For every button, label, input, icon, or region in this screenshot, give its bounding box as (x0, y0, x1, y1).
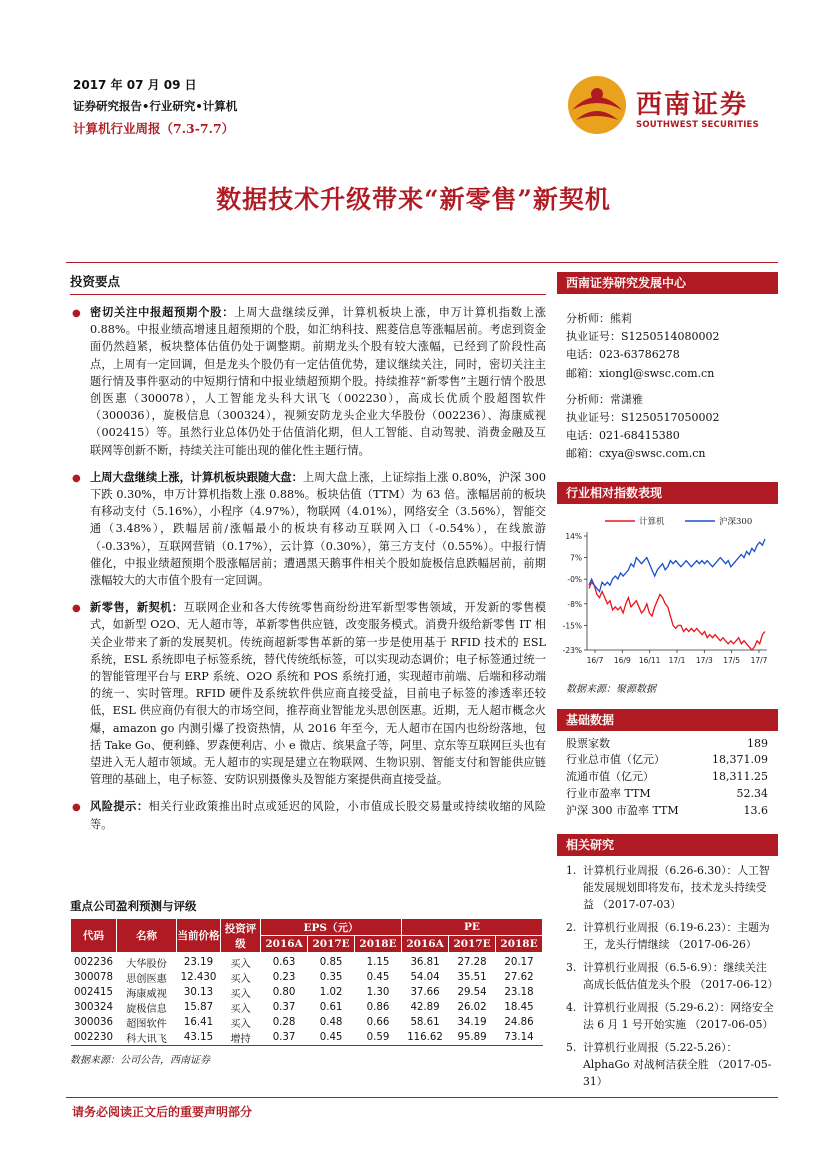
col-header-year: 2016A (401, 936, 448, 953)
header-divider (66, 262, 778, 263)
cell-name: 科大讯飞 (126, 1034, 167, 1045)
stat-value: 52.34 (736, 787, 768, 801)
analyst-email[interactable]: 邮箱：cxya@swsc.com.cn (566, 447, 706, 461)
y-tick-label: 7% (570, 553, 582, 563)
summary-paragraph (66, 469, 546, 589)
bullet-icon: ● (72, 802, 81, 814)
summary-paragraph (66, 798, 546, 832)
cell-code: 002415 (74, 987, 113, 998)
col-header-year: 2018E (355, 936, 402, 953)
company-logo (566, 74, 766, 136)
relative-index-chart (557, 508, 778, 678)
report-title: 数据技术升级带来“新零售”新契机 (216, 185, 611, 214)
cell-code: 002236 (74, 957, 113, 968)
chart-title: 行业相对指数表现 (557, 482, 778, 504)
logo-mark-icon (566, 74, 628, 136)
summary-paragraph (66, 599, 546, 788)
cell-pe: 37.66 (410, 987, 440, 998)
analyst-phone: 电话：021-68415380 (566, 429, 680, 443)
series-line-2 (589, 539, 765, 591)
related-item[interactable] (557, 959, 778, 993)
x-tick-label: 16/11 (638, 655, 661, 665)
cell-code: 300324 (74, 1002, 113, 1013)
related-list (557, 862, 778, 1090)
cell-pe: 35.51 (457, 972, 487, 983)
y-tick-label: -23% (562, 645, 582, 655)
col-header-year: 2018E (496, 936, 543, 953)
related-num: 1. (566, 863, 577, 877)
related-text: 计算机行业周报（6.5-6.9）：继续关注高成长低估值龙头个股 （2017-06-12） (583, 960, 779, 991)
cell-rating: 增持 (230, 1034, 251, 1045)
cell-price: 30.13 (183, 987, 214, 998)
analyst-name: 分析师：常潇雅 (566, 392, 643, 406)
stat-value: 18,371.09 (712, 753, 768, 767)
related-text: 计算机行业周报（6.19-6.23）：主题为王，龙头行情继续 （2017-06-26） (583, 920, 770, 951)
cell-name: 大华股份 (126, 959, 167, 970)
x-tick-label: 17/5 (723, 655, 741, 665)
bullet-icon: ● (72, 308, 81, 319)
investment-summary (66, 272, 546, 833)
logo-text-en: SOUTHWEST SECURITIES (636, 120, 759, 130)
stat-row (557, 769, 778, 786)
stat-row (557, 803, 778, 820)
cell-pe: 54.04 (410, 972, 440, 983)
col-header-code: 代码 (71, 919, 117, 953)
x-tick-label: 17/3 (695, 655, 713, 665)
related-title: 相关研究 (557, 834, 778, 856)
related-item[interactable] (557, 919, 778, 953)
cell-pe: 95.89 (457, 1032, 487, 1043)
x-tick-label: 16/7 (586, 655, 604, 665)
cell-rating: 买入 (230, 959, 251, 970)
report-date: 2017 年 07 月 09 日 (73, 78, 197, 92)
report-header (73, 76, 237, 137)
paragraph-text: 上周大盘上涨，上证综指上涨 0.80%，沪深 300 下跌 0.30%，申万计算机指数上涨 0.88%。板块估值（TTM）为 63 倍。涨幅居前的板块有移动支付（5.16%），小程序（4.97%），物联网（4.01%），网络安全（3.56%），智能交通（3.48%），跌幅居前/涨幅最小的板块有移动互联网入口（-0.54%），在线旅游（-0.33%），互联网营销（0.17%），云计算（0.30%），第三方支付（0.55%）。中报行情催化，中报业绩超预期个股涨幅居前；遭遇黑天鹅事件相关个股如旋极信息跌幅居前，前期涨幅较大的大市值个股有一定回调。 (90, 470, 546, 588)
cell-pe: 116.62 (407, 1032, 443, 1043)
forecast-table-section (70, 898, 545, 1066)
cell-eps: 0.28 (272, 1017, 296, 1028)
cell-eps: 0.66 (366, 1017, 390, 1028)
table-title: 重点公司盈利预测与评级 (70, 899, 197, 913)
related-text: 计算机行业周报（5.29-6.2）：网络安全法 6 月 1 号开始实施 （2017-06-05） (583, 1000, 774, 1031)
cell-rating: 买入 (230, 974, 251, 985)
x-tick-label: 17/1 (668, 655, 686, 665)
stat-value: 189 (747, 736, 768, 750)
cell-eps: 0.35 (319, 972, 343, 983)
report-category: 证券研究报告•行业研究•计算机 (73, 99, 238, 113)
x-tick-label: 16/9 (613, 655, 631, 665)
related-num: 3. (566, 960, 577, 974)
cell-code: 300078 (74, 972, 113, 983)
x-tick-label: 17/7 (750, 655, 768, 665)
analyst-name: 分析师：熊莉 (566, 312, 632, 325)
related-num: 2. (566, 920, 577, 934)
cell-eps: 0.37 (272, 1002, 296, 1013)
footer-divider (66, 1097, 778, 1098)
col-header-rating: 投资评级 (221, 919, 261, 953)
sidebar (557, 272, 778, 1090)
related-text: 计算机行业周报（6.26-6.30）：人工智能发展规划即将发布，技术龙头持续受益 （2017-07-03） (583, 863, 770, 911)
cell-price: 15.87 (183, 1002, 214, 1013)
related-item[interactable] (557, 1039, 778, 1090)
table-row (71, 953, 543, 971)
y-tick-label: -15% (562, 620, 582, 630)
related-text: 计算机行业周报（5.22-5.26）：AlphaGo 对战柯洁获全胜 （2017-05-31） (583, 1040, 772, 1088)
disclaimer-note: 请务必阅读正文后的重要声明部分 (72, 1105, 253, 1119)
paragraph-lead: 密切关注中报超预期个股： (90, 305, 235, 319)
cell-eps: 0.45 (366, 972, 390, 983)
paragraph-lead: 风险提示： (90, 799, 149, 814)
table-row (71, 985, 543, 1000)
stat-row (557, 752, 778, 769)
cell-pe: 23.18 (504, 987, 534, 998)
cell-pe: 27.28 (457, 957, 487, 968)
paragraph-lead: 上周大盘继续上涨，计算机板块跟随大盘： (90, 469, 303, 484)
stat-label: 流通市值（亿元） (566, 770, 654, 784)
analyst-license: 执业证号：S1250517050002 (566, 411, 720, 425)
related-num: 5. (566, 1040, 577, 1054)
analyst-email[interactable]: 邮箱：xiongl@swsc.com.cn (566, 366, 715, 380)
cell-eps: 0.23 (272, 972, 296, 983)
table-row (71, 1015, 543, 1030)
paragraph-text: 互联网企业和各大传统零售商纷纷进军新型零售领域，开发新的零售模式，如新型 O2O、无人超市等，革新零售供应链，改变服务模式。消费升级给新零售 IT 相关企业带来了新的发展契机。传统商超新零售革新的第一步是使用基于 RFID 技术的 ESL 系统，ESL 系统即电子标签系统，替代传统纸标签，可以实现动态调价；电子标签通过统一的智能管理平台与 ERP 系统、O2O 系统和 POS 系统打通，实现超市前端、后端和移动端的统一、实时管理。RFID 硬件及系统软件供应商直接受益，目前电子标签的渗透率还较低，ESL 供应商仍有很大的市场空间，推荐商业智能龙头思创医惠。近期，无人超市概念火爆，amazon go 内测引爆了投资热情，从 2016 年至今，无人超市在国内也纷纷落地，包括 Take Go、便利蜂、罗森便利店、小 e 微店、缤果盒子等，阿里、京东等互联网巨头也有望进入无人超市领域。无人超市的实现是建立在物联网、生物识别、智能支付和智能供应链管理的基础上，电子标签、安防识别摄像头及智能方案提供商直接受益。 (90, 601, 546, 787)
cell-price: 43.15 (183, 1032, 214, 1043)
analyst-card (557, 310, 778, 464)
stat-label: 行业总市值（亿元） (566, 753, 665, 767)
cell-pe: 73.14 (504, 1032, 534, 1043)
legend-label: 沪深300 (719, 516, 753, 527)
col-header-pe: PE (401, 919, 542, 936)
cell-rating: 买入 (230, 1004, 251, 1015)
summary-heading: 投资要点 (70, 274, 121, 289)
chart-source: 数据来源：聚源数据 (566, 683, 656, 695)
stat-value: 13.6 (743, 803, 768, 817)
cell-pe: 24.86 (504, 1017, 534, 1028)
cell-pe: 58.61 (410, 1017, 440, 1028)
y-tick-label: -0% (567, 574, 582, 584)
stat-row (557, 736, 778, 753)
cell-price: 12.430 (180, 972, 217, 983)
cell-eps: 0.85 (319, 957, 343, 968)
paragraph-lead: 新零售，新契机： (90, 600, 184, 615)
basics-title: 基础数据 (557, 709, 778, 731)
cell-eps: 0.80 (272, 987, 296, 998)
table-row (71, 1000, 543, 1015)
y-tick-label: -8% (567, 599, 582, 609)
col-header-name: 名称 (117, 919, 177, 953)
col-header-year: 2016A (261, 936, 308, 953)
col-header-year: 2017E (449, 936, 496, 953)
cell-eps: 1.30 (366, 987, 390, 998)
table-row (71, 970, 543, 985)
related-num: 4. (566, 1000, 577, 1014)
stat-value: 18,311.25 (712, 770, 768, 784)
col-header-price: 当前价格 (177, 919, 221, 953)
stat-label: 行业市盈率 TTM (566, 787, 651, 801)
series-line-1 (589, 582, 765, 650)
related-item[interactable] (557, 862, 778, 913)
cell-eps: 0.59 (366, 1032, 390, 1043)
cell-eps: 0.48 (319, 1017, 343, 1028)
paragraph-text: 上周大盘继续反弹，计算机板块上涨，申万计算机指数上涨 0.88%。中报业绩高增速且超预期的个股，如汇纳科技、熙菱信息等涨幅居前。考虑到资金面仍然趋紧，板块整体估值仍处于调整期。前期龙头个股有较大涨幅，已经到了阶段性高点，上周有一定回调，但是龙头个股仍有一定估值优势，建议继续关注，同时，密切关注主题行情及事件驱动的中短期行情和中报业绩超预期个股。持续推荐“新零售”主题行情个股思创医惠（300078），人工智能龙头科大讯飞（002230），高成长优质个股超图软件（300036），旋极信息（300324），视频安防龙头企业大华股份（002236）、海康威视（002415）等。虽然行业总体仍处于估值消化期，但人工智能、自动驾驶、消费金融及互联网等创新不断，持续关注可能出现的催化性主题行情。 (90, 306, 546, 457)
basics-list (557, 736, 778, 820)
cell-name: 旋极信息 (126, 1004, 167, 1015)
cell-name: 思创医惠 (126, 974, 167, 985)
cell-code: 002230 (74, 1032, 113, 1043)
cell-eps: 0.86 (366, 1002, 390, 1013)
cell-pe: 18.45 (504, 1002, 534, 1013)
research-center-title: 西南证券研究发展中心 (557, 272, 778, 294)
cell-eps: 1.02 (319, 987, 343, 998)
analyst-license: 执业证号：S1250514080002 (566, 330, 720, 344)
logo-text-cn: 西南证券 (636, 90, 749, 120)
analyst-phone: 电话：023-63786278 (566, 348, 680, 362)
related-item[interactable] (557, 999, 778, 1033)
cell-pe: 26.02 (457, 1002, 487, 1013)
col-header-eps: EPS（元） (261, 919, 402, 936)
cell-pe: 29.54 (457, 987, 487, 998)
cell-name: 海康威视 (126, 989, 167, 1000)
bullet-icon: ● (72, 472, 81, 484)
stat-label: 沪深 300 市盈率 TTM (566, 803, 679, 817)
cell-pe: 42.89 (410, 1002, 440, 1013)
cell-price: 23.19 (183, 957, 214, 968)
cell-eps: 0.61 (319, 1002, 343, 1013)
summary-divider (70, 294, 546, 295)
cell-pe: 20.17 (504, 957, 534, 968)
report-series: 计算机行业周报（7.3-7.7） (73, 121, 235, 136)
paragraph-text: 相关行业政策推出时点或延迟的风险，小市值成长股交易量或持续收缩的风险等。 (90, 800, 546, 831)
forecast-table (70, 918, 543, 1046)
cell-eps: 0.63 (272, 957, 296, 968)
bullet-icon: ● (72, 603, 81, 615)
legend-label: 计算机 (639, 516, 665, 527)
table-source: 数据来源：公司公告，西南证券 (70, 1055, 210, 1066)
cell-price: 16.41 (183, 1017, 214, 1028)
cell-eps: 0.37 (272, 1032, 296, 1043)
cell-name: 超图软件 (126, 1019, 167, 1030)
cell-code: 300036 (74, 1017, 113, 1028)
y-tick-label: 14% (565, 531, 582, 541)
cell-pe: 36.81 (410, 957, 440, 968)
cell-eps: 0.45 (319, 1032, 343, 1043)
summary-paragraph (66, 304, 546, 459)
cell-rating: 买入 (230, 989, 251, 1000)
cell-rating: 买入 (230, 1019, 251, 1030)
stat-label: 股票家数 (566, 736, 610, 750)
table-row (71, 1030, 543, 1046)
stat-row (557, 786, 778, 803)
cell-eps: 1.15 (366, 957, 390, 968)
cell-pe: 34.19 (457, 1017, 487, 1028)
chart-svg (557, 508, 778, 678)
cell-pe: 27.62 (504, 972, 534, 983)
col-header-year: 2017E (308, 936, 355, 953)
